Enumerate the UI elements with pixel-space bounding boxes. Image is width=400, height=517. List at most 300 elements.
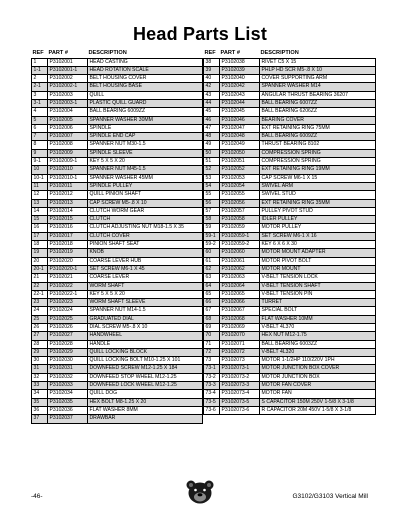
ref-cell: 10 (32, 166, 48, 174)
ref-cell: 54 (204, 182, 220, 190)
part-number-cell: P3102048 (220, 133, 260, 141)
table-row (32, 75, 203, 83)
table-row (204, 373, 376, 381)
description-cell: QUILL (88, 91, 203, 99)
part-number-cell: P3102045 (220, 108, 260, 116)
part-number-cell: P3102069 (220, 324, 260, 332)
table-row (32, 299, 203, 307)
description-cell: MOTOR PULLEY (260, 224, 376, 232)
part-number-cell: P3102013 (48, 199, 88, 207)
part-number-cell: P3102057 (220, 207, 260, 215)
description-cell: SWIVEL STUD (260, 191, 376, 199)
part-number-cell: P3102055 (220, 191, 260, 199)
parts-table-right (203, 49, 376, 415)
description-cell: THRUST BEARING 8102 (260, 141, 376, 149)
description-cell: QUILL PINION SHAFT (88, 191, 203, 199)
ref-column-header: REF (204, 50, 216, 56)
description-cell: GRADUATED DIAL (88, 315, 203, 323)
part-number-cell: P3102039 (220, 66, 260, 74)
table-row (204, 224, 376, 232)
description-cell: COVER SUPPORTING ARM (260, 75, 376, 83)
part-number-cell: P3102007 (48, 133, 88, 141)
part-number-cell: P3102022-1 (48, 290, 88, 298)
part-number-cell: P3102010 (48, 166, 88, 174)
ref-cell: 16 (32, 224, 48, 232)
ref-cell: 2-1 (32, 83, 48, 91)
parts-table-body (204, 58, 376, 415)
ref-cell: 44 (204, 99, 220, 107)
table-row (204, 91, 376, 99)
ref-cell: 51 (204, 158, 220, 166)
description-cell: MOTOR PIVOT BOLT (260, 257, 376, 265)
ref-cell: 15 (32, 216, 48, 224)
description-cell: SPINDLE END CAP (88, 133, 203, 141)
table-header-row (32, 49, 203, 58)
table-row (204, 265, 376, 273)
part-number-cell: P3102044 (220, 99, 260, 107)
table-row (204, 390, 376, 398)
ref-cell: 34 (32, 390, 48, 398)
table-row (32, 99, 203, 107)
table-row (32, 232, 203, 240)
part-number-cell: P3102042 (220, 83, 260, 91)
table-row (204, 398, 376, 406)
table-row (204, 158, 376, 166)
description-cell: SPANNER NUT M45-1.5 (88, 166, 203, 174)
parts-table-left (31, 49, 203, 424)
table-row (32, 249, 203, 257)
part-number-cell: P3102073-5 (220, 398, 260, 406)
table-row (32, 415, 203, 423)
description-cell: PLASTIC QUILL GUARD (88, 99, 203, 107)
description-cell: MOTOR FAN (260, 390, 376, 398)
part-number-cell: P3102068 (220, 315, 260, 323)
ref-cell: 43 (204, 91, 220, 99)
table-row (32, 290, 203, 298)
description-cell: MOTOR JUNCTION BOX COVER (260, 365, 376, 373)
description-cell: BALL BEARING 6007ZZ (260, 99, 376, 107)
description-cell: FLAT WASHER 8MM (88, 406, 203, 414)
part-number-cell: P3102019 (48, 249, 88, 257)
ref-cell: 57 (204, 207, 220, 215)
table-row (32, 58, 203, 66)
table-row (204, 332, 376, 340)
description-cell: KEY 5 X 5 X 20 (88, 158, 203, 166)
part-number-cell: P3102032 (48, 373, 88, 381)
part-number-cell: P3102065 (220, 290, 260, 298)
part-number-cell: P3102023 (48, 299, 88, 307)
table-row (32, 199, 203, 207)
page-title: Head Parts List (132, 24, 268, 44)
table-row (204, 199, 376, 207)
description-cell: CLUTCH (88, 216, 203, 224)
description-cell: CLUTCH COVER (88, 232, 203, 240)
table-row (32, 174, 203, 182)
description-cell: V-BELT 4L370 (260, 324, 376, 332)
description-cell: BALL BEARING 6009ZZ (88, 108, 203, 116)
description-cell: V-BELT TENSION LOCK (260, 274, 376, 282)
part-number-cell: P3102067 (220, 307, 260, 315)
table-row (204, 357, 376, 365)
ref-cell: 4 (32, 108, 48, 116)
description-cell: SET SCREW M6-1 X 16 (260, 232, 376, 240)
description-cell: DRAWBAR (88, 415, 203, 423)
part-number-cell: P3102006 (48, 124, 88, 132)
description-column-header: DESCRIPTION (88, 50, 127, 56)
table-row (32, 357, 203, 365)
ref-cell: 32 (32, 373, 48, 381)
ref-cell: 24 (32, 307, 48, 315)
table-row (32, 207, 203, 215)
description-cell: COMPRESSION SPRING (260, 158, 376, 166)
ref-cell: 73-6 (204, 406, 220, 414)
part-number-cell: P3102009 (48, 149, 88, 157)
ref-cell: 7 (32, 133, 48, 141)
ref-cell: 73 (204, 357, 220, 365)
ref-cell: 9 (32, 149, 48, 157)
ref-cell: 49 (204, 141, 220, 149)
table-row (32, 307, 203, 315)
description-cell: SPANNER WASHER M14 (260, 83, 376, 91)
description-cell: DOWNFEED STOP WHEEL M12-1.25 (88, 373, 203, 381)
part-number-cell: P3102010-1 (48, 174, 88, 182)
ref-cell: 58 (204, 216, 220, 224)
table-row (32, 265, 203, 273)
description-cell: EXT RETAINING RING 19MM (260, 166, 376, 174)
description-cell: COARSE LEVER (88, 274, 203, 282)
part-number-cell: P3102063 (220, 274, 260, 282)
part-number-cell: P3102059-1 (220, 232, 260, 240)
part-number-cell: P3102043 (220, 91, 260, 99)
description-cell: MOTOR JUNCTION BOX (260, 373, 376, 381)
description-cell: SPANNER WASHER 30MM (88, 116, 203, 124)
description-cell: COMPRESSION SPRING (260, 149, 376, 157)
part-number-cell: P3102030 (48, 357, 88, 365)
part-number-cell: P3102051 (220, 158, 260, 166)
model-name: G3102/G3103 Vertical Mill (292, 493, 368, 500)
ref-cell: 73-3 (204, 382, 220, 390)
table-row (204, 299, 376, 307)
part-number-cell: P3102024 (48, 307, 88, 315)
table-row (204, 133, 376, 141)
ref-cell: 33 (32, 382, 48, 390)
description-cell: MOTOR MOUNT ADAPTER (260, 249, 376, 257)
part-number-cell: P3102015 (48, 216, 88, 224)
part-number-cell: P3102016 (48, 224, 88, 232)
ref-cell: 11 (32, 182, 48, 190)
description-cell: V-BELT 4L320 (260, 348, 376, 356)
page-number: -46- (31, 493, 43, 500)
description-cell: CAP SCREW M5-.8 X 10 (88, 199, 203, 207)
description-cell: DOWNFEED LOCK WHEEL M12-1.25 (88, 382, 203, 390)
part-number-cell: P3102002-1 (48, 83, 88, 91)
description-cell: BEARING COVER (260, 116, 376, 124)
table-row (32, 83, 203, 91)
table-row (32, 257, 203, 265)
table-row (32, 332, 203, 340)
description-cell: HEX NUT M12-1.75 (260, 332, 376, 340)
table-row (204, 149, 376, 157)
part-number-cell: P3102073-2 (220, 373, 260, 381)
description-cell: QUILL LOCKING BOLT M10-1.25 X 101 (88, 357, 203, 365)
ref-cell: 55 (204, 191, 220, 199)
table-row (32, 191, 203, 199)
description-cell: SPINDLE PULLEY (88, 182, 203, 190)
table-row (204, 83, 376, 91)
part-number-cell: P3102066 (220, 299, 260, 307)
table-row (204, 307, 376, 315)
part-number-cell: P3102058 (220, 216, 260, 224)
description-cell: SPINDLE (88, 124, 203, 132)
table-row (32, 182, 203, 190)
ref-cell: 47 (204, 124, 220, 132)
part-number-cell: P3102052 (220, 166, 260, 174)
part-column-header: PART # (48, 50, 68, 56)
part-number-cell: P3102003 (48, 91, 88, 99)
table-row (32, 216, 203, 224)
table-row (32, 406, 203, 414)
description-cell: FLAT WASHER 10MM (260, 315, 376, 323)
description-cell: KEY 5 X 5 X 20 (88, 290, 203, 298)
table-row (32, 282, 203, 290)
description-cell: SPANNER NUT M14-1.5 (88, 307, 203, 315)
part-number-cell: P3102012 (48, 191, 88, 199)
ref-cell: 59 (204, 224, 220, 232)
ref-cell: 59-1 (204, 232, 220, 240)
ref-cell: 13 (32, 199, 48, 207)
part-number-cell: P3102054 (220, 182, 260, 190)
table-row (204, 166, 376, 174)
description-cell: WORM SHAFT SLEEVE (88, 299, 203, 307)
description-cell: EXT RETAINING RING 75MM (260, 124, 376, 132)
part-number-cell: P3102035 (48, 398, 88, 406)
ref-cell: 72 (204, 348, 220, 356)
part-number-cell: P3102073-6 (220, 406, 260, 414)
ref-cell: 6 (32, 124, 48, 132)
table-row (32, 348, 203, 356)
part-number-cell: P3102025 (48, 315, 88, 323)
part-number-cell: P3102049 (220, 141, 260, 149)
ref-cell: 73-5 (204, 398, 220, 406)
ref-cell: 30 (32, 357, 48, 365)
part-number-cell: P3102034 (48, 390, 88, 398)
table-row (32, 91, 203, 99)
description-cell: PHLP HD SCR M5-.8 X 10 (260, 66, 376, 74)
ref-cell: 61 (204, 257, 220, 265)
ref-cell: 48 (204, 133, 220, 141)
table-row (32, 66, 203, 74)
table-row (32, 141, 203, 149)
part-number-cell: P3102038 (220, 58, 260, 66)
table-row (32, 241, 203, 249)
ref-cell: 20-1 (32, 265, 48, 273)
table-row (204, 58, 376, 66)
part-number-cell: P3102020 (48, 257, 88, 265)
ref-cell: 1-1 (32, 66, 48, 74)
ref-cell: 10-1 (32, 174, 48, 182)
ref-cell: 37 (32, 415, 48, 423)
part-number-cell: P3102005 (48, 116, 88, 124)
description-cell: PULLEY PIVOT STUD (260, 207, 376, 215)
description-cell: TURRET (260, 299, 376, 307)
ref-cell: 18 (32, 241, 48, 249)
part-number-cell: P3102003-1 (48, 99, 88, 107)
description-cell: MOTOR FAN COVER (260, 382, 376, 390)
ref-cell: 21 (32, 274, 48, 282)
table-row (32, 398, 203, 406)
description-cell: QUILL DOG (88, 390, 203, 398)
description-cell: MOTOR 1-1/2HP 110/220V 1PH (260, 357, 376, 365)
table-row (204, 324, 376, 332)
part-number-cell: P3102011 (48, 182, 88, 190)
ref-cell: 8 (32, 141, 48, 149)
table-row (32, 124, 203, 132)
ref-cell: 38 (204, 58, 220, 66)
table-row (204, 124, 376, 132)
ref-cell: 39 (204, 66, 220, 74)
ref-cell: 1 (32, 58, 48, 66)
table-row (204, 75, 376, 83)
part-number-cell: P3102004 (48, 108, 88, 116)
description-cell: COARSE LEVER HUB (88, 257, 203, 265)
description-cell: QUILL LOCKING BLOCK (88, 348, 203, 356)
part-number-cell: P3102046 (220, 116, 260, 124)
ref-cell: 46 (204, 116, 220, 124)
table-row (32, 274, 203, 282)
ref-cell: 71 (204, 340, 220, 348)
description-cell: HANDLE (88, 340, 203, 348)
ref-cell: 22 (32, 282, 48, 290)
table-row (32, 324, 203, 332)
ref-cell: 3 (32, 91, 48, 99)
description-cell: BALL BEARING 6009ZZ (260, 133, 376, 141)
table-row (204, 232, 376, 240)
description-cell: V-BELT TENSION SHAFT (260, 282, 376, 290)
part-number-cell: P3102001-1 (48, 66, 88, 74)
table-row (204, 241, 376, 249)
table-row (204, 340, 376, 348)
part-number-cell: P3102060 (220, 249, 260, 257)
table-row (204, 249, 376, 257)
part-number-cell: P3102027 (48, 332, 88, 340)
ref-cell: 59-2 (204, 241, 220, 249)
description-cell: HEX BOLT M8-1.25 X 20 (88, 398, 203, 406)
part-number-cell: P3102056 (220, 199, 260, 207)
description-cell: SPINDLE SLEEVE (88, 149, 203, 157)
table-row (32, 149, 203, 157)
table-row (204, 282, 376, 290)
table-row (32, 373, 203, 381)
table-row (32, 108, 203, 116)
part-number-cell: P3102073-1 (220, 365, 260, 373)
ref-cell: 69 (204, 324, 220, 332)
ref-cell: 5 (32, 116, 48, 124)
ref-cell: 9-1 (32, 158, 48, 166)
part-number-cell: P3102061 (220, 257, 260, 265)
ref-cell: 60 (204, 249, 220, 257)
part-number-cell: P3102047 (220, 124, 260, 132)
description-cell: S CAPACITOR 150M 250V 1-5/8 X 3-1/8 (260, 398, 376, 406)
ref-cell: 73-4 (204, 390, 220, 398)
table-header-row (204, 49, 376, 58)
table-row (204, 116, 376, 124)
description-cell: EXT RETAINING RING 35MM (260, 199, 376, 207)
description-cell: HANDWHEEL (88, 332, 203, 340)
table-row (204, 365, 376, 373)
part-number-cell: P3102018 (48, 241, 88, 249)
description-cell: IDLER PULLEY (260, 216, 376, 224)
ref-cell: 27 (32, 332, 48, 340)
part-number-cell: P3102059 (220, 224, 260, 232)
part-number-cell: P3102022 (48, 282, 88, 290)
description-cell: MOTOR MOUNT (260, 265, 376, 273)
table-row (32, 116, 203, 124)
ref-cell: 29 (32, 348, 48, 356)
ref-cell: 14 (32, 207, 48, 215)
table-row (204, 315, 376, 323)
table-row (204, 216, 376, 224)
ref-cell: 45 (204, 108, 220, 116)
ref-cell: 42 (204, 83, 220, 91)
part-number-cell: P3102021 (48, 274, 88, 282)
part-number-cell: P3102028 (48, 340, 88, 348)
part-column-header: PART # (220, 50, 240, 56)
description-cell: HEAD ROTATION SCALE (88, 66, 203, 74)
ref-cell: 26 (32, 324, 48, 332)
ref-cell: 3-1 (32, 99, 48, 107)
part-number-cell: P3102002 (48, 75, 88, 83)
table-row (32, 224, 203, 232)
part-number-cell: P3102070 (220, 332, 260, 340)
description-cell: BALL BEARING 6206ZZ (260, 108, 376, 116)
ref-cell: 22-1 (32, 290, 48, 298)
table-row (204, 207, 376, 215)
table-row (204, 290, 376, 298)
part-number-cell: P3102029 (48, 348, 88, 356)
description-cell: KEY 6 X 6 X 30 (260, 241, 376, 249)
part-number-cell: P3102071 (220, 340, 260, 348)
part-number-cell: P3102073-3 (220, 382, 260, 390)
ref-cell: 63 (204, 274, 220, 282)
ref-cell: 62 (204, 265, 220, 273)
description-cell: BALL BEARING 6003ZZ (260, 340, 376, 348)
description-cell: V-BELT TENSION PIN (260, 290, 376, 298)
ref-cell: 20 (32, 257, 48, 265)
part-number-cell: P3102072 (220, 348, 260, 356)
part-number-cell: P3102037 (48, 415, 88, 423)
ref-cell: 28 (32, 340, 48, 348)
table-row (32, 382, 203, 390)
description-cell: DOWNFEED SCREW M12-1.25 X 184 (88, 365, 203, 373)
table-row (204, 257, 376, 265)
description-cell: ANGULAR THRUST BEARING 36207 (260, 91, 376, 99)
part-number-cell: P3102031 (48, 365, 88, 373)
part-number-cell: P3102020-1 (48, 265, 88, 273)
ref-cell: 25 (32, 315, 48, 323)
table-row (204, 348, 376, 356)
table-row (204, 274, 376, 282)
description-cell: HEAD CASTING (88, 58, 203, 66)
ref-cell: 67 (204, 307, 220, 315)
description-cell: PINION SHAFT SEAT (88, 241, 203, 249)
part-number-cell: P3102008 (48, 141, 88, 149)
description-cell: KNOB (88, 249, 203, 257)
ref-cell: 50 (204, 149, 220, 157)
description-cell: BELT HOUSING COVER (88, 75, 203, 83)
part-number-cell: P3102073 (220, 357, 260, 365)
ref-cell: 56 (204, 199, 220, 207)
description-cell: BELT HOUSING BASE (88, 83, 203, 91)
